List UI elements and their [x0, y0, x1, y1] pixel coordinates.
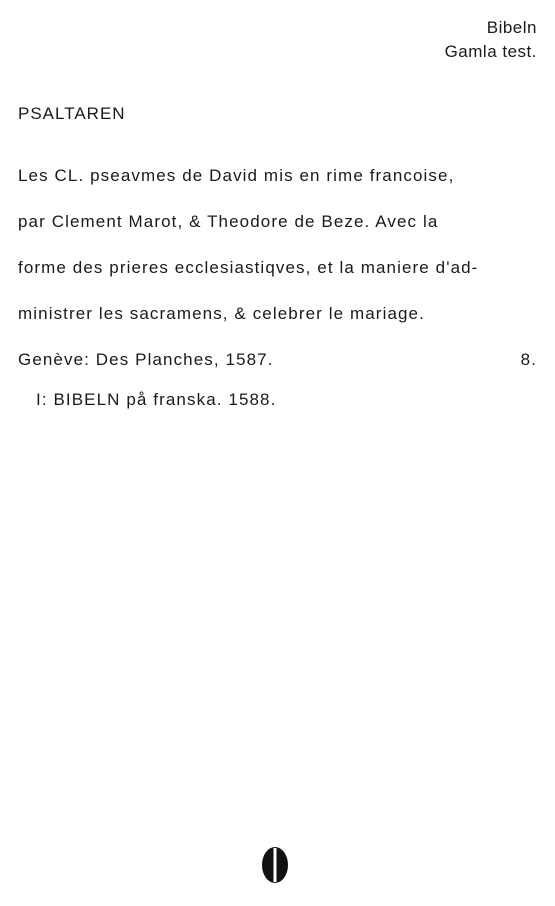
subject-line-1: Bibeln: [486, 18, 537, 37]
library-stamp-icon: [260, 845, 290, 885]
subject-line-2: Gamla test.: [444, 42, 537, 61]
card-header: [445, 16, 537, 64]
series-note: I: BIBELN på franska. 1588.: [36, 390, 277, 409]
imprint: Genève: Des Planches, 1587.: [18, 350, 274, 369]
entry-line-3: forme des prieres ecclesiastiqves, et la maniere d'ad-: [18, 258, 479, 277]
section-title: PSALTAREN: [18, 104, 126, 123]
format: 8.: [520, 350, 537, 369]
entry-line-1: Les CL. pseavmes de David mis en rime francoise,: [18, 166, 455, 185]
entry-line-4: ministrer les sacramens, & celebrer le mariage.: [18, 304, 425, 323]
entry-line-2: par Clement Marot, & Theodore de Beze. Avec la: [18, 212, 439, 231]
